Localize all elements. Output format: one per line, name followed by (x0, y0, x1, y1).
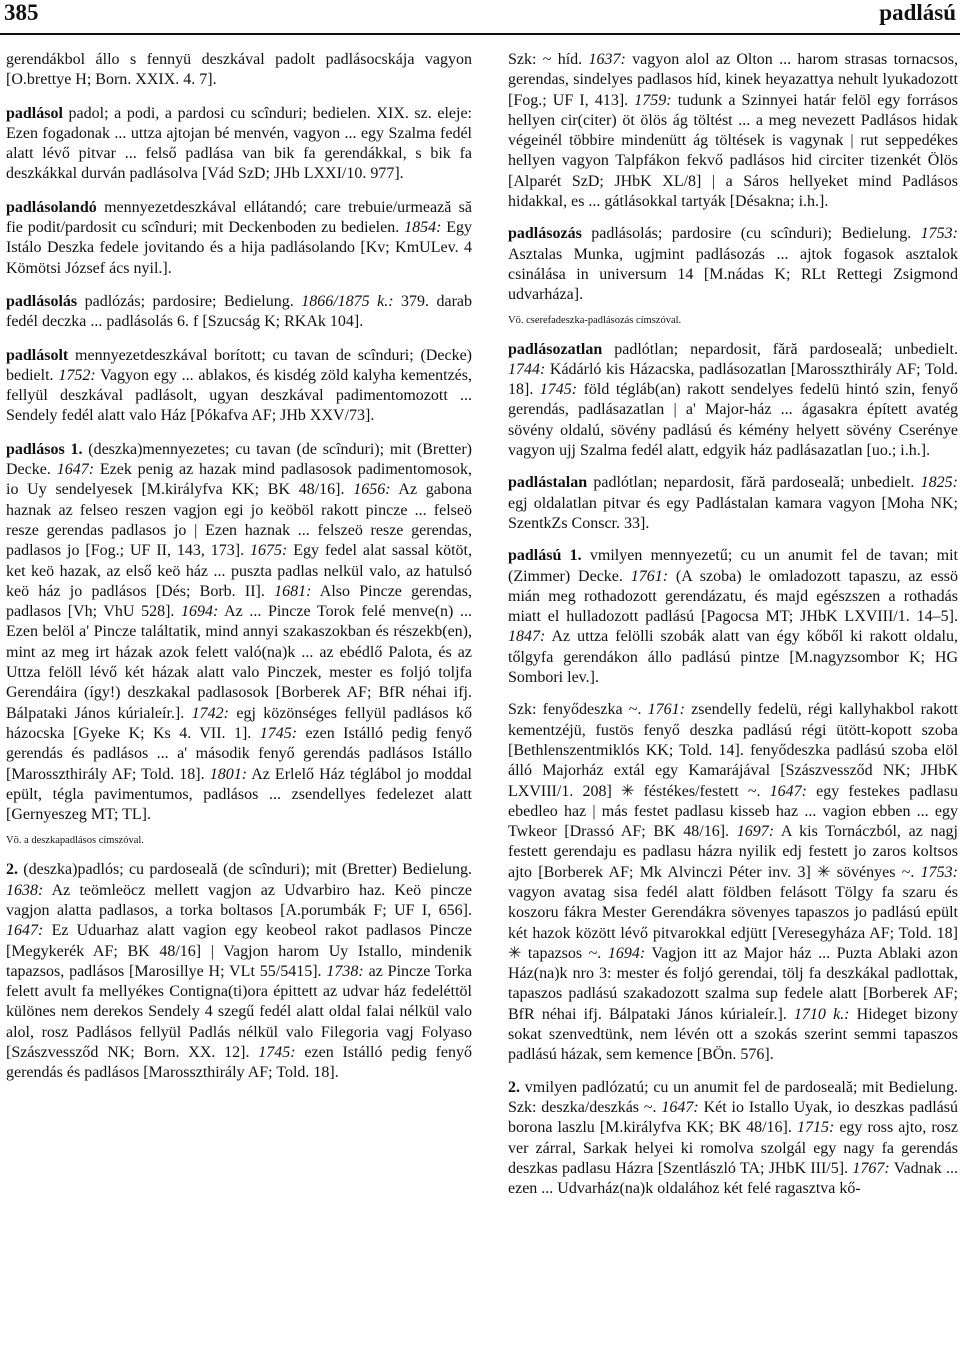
dictionary-entry (508, 546, 958, 688)
headword: padlásolt (6, 346, 69, 364)
running-head: padlású (879, 0, 956, 25)
headword: padlásolás (6, 292, 78, 310)
headword: padlású 1. (508, 547, 582, 565)
dictionary-entry (6, 198, 472, 279)
citation-year: 1745: (258, 1044, 296, 1062)
note-text: Vö. a deszkapadlásos címszóval. (6, 835, 144, 847)
citation-year: 1697: (736, 823, 775, 841)
left-column (6, 50, 472, 1097)
citation-year: 1694: (181, 603, 219, 621)
headword: 2. (508, 1078, 520, 1096)
citation-year: 1745: (539, 381, 578, 399)
citation-year: 1744: (508, 360, 546, 378)
entry-text: vmilyen padlózatú; cu un anumit fel de pardoseală; mit Bedielung. Szk: deszka/deszkás ~. 1647: Két io Istallo Uyak, io deszkas padlású borona laszlu [M.királyfva KK; BK 48/16]. 1715: egy ross ajto, rosz ver zárral, Sarkak helyei ki romolva szolgál egy nagy fa gerendás deszkas padlasu Házra [Szentlászló TA; JHbK III/5]. 1767: Vadnak ... ezen ... Udvarház(na)k oldalához két felé ragasztva kő- (508, 1078, 959, 1198)
citation-year: 1738: (326, 962, 364, 980)
dictionary-entry (508, 700, 958, 1065)
citation-year: 1715: (796, 1119, 835, 1137)
entry-text: (deszka)padlós; cu pardoseală (de scînduri); mit (Bretter) Bedielung. 1638: Az teömleöcz mellett vagjon az Udvarbiro haz. Keö pincze vagjon alatta padlasos, a torka boltasos [A.porumbák F; UF I, 656]. 1647: Ez Uduarhaz alatt vagion egy keobeol rakot padlasos Pincze [Megykerék AF; BK 48/16] | Vagjon harom Uy Istallo, mindenik tapazsos, padlásos [Marosillye H; VLt 55/5415]. 1738: az Pincze Torka felett avult fa mellyékes Contigna(ti)ora épittett az udvar ház fedeléttöl különes nem derekos Sendely 4 szegű fedél alatt oldal falai nélkül valo alol, rosz Padlásos fellyül Padlás nélkül valo Filegoria vagj Folyaso [Szászvessződ NK; Born. XX. 12]. 1745: ezen Istálló pedig fenyő gerendás és padlásos [Marosszthirály AF; Told. 18]. (6, 861, 473, 1082)
headword: padlásolandó (6, 198, 97, 216)
dictionary-entry (6, 860, 472, 1083)
tilde: ~ (628, 701, 638, 719)
entry-text: mennyezetdeszkával borított; cu tavan de scînduri; (Decke) bedielt. 1752: Vagyon egy ... ablakos, és kisdég zöld kalyha kementzés, fellyül deszkával padlásolt, ugyan deszkával padimentomozott ... Sendely fedél alatt valo Ház [Pókafva AF; JHb XXV/73]. (6, 346, 472, 425)
headword: padlásos 1. (6, 440, 83, 458)
citation-year: 1742: (191, 704, 229, 722)
headword: 2. (6, 861, 18, 879)
dictionary-entry (508, 50, 958, 212)
tilde: ~ (542, 51, 552, 68)
citation-year: 1681: (274, 582, 312, 600)
citation-year: 1847: (508, 628, 546, 646)
entry-text: padlásolás; pardosire (cu scînduri); Bedielung. 1753: Asztalas Munka, ugjmint padlásozás ... ajtok fogasok asztalok csinálása in universum 14 [M.nádas K; RLt Rettegi Zsigmond udvarháza]. (508, 225, 958, 304)
dictionary-entry (6, 292, 472, 333)
cross-reference-note (6, 834, 472, 848)
dictionary-entry (6, 346, 472, 427)
entry-text: padlótlan; nepardosit, fără pardoseală; unbedielt. 1744: Kádárló kis Házacska, padlásozatlan [Marosszthirály AF; Told. 18]. 1745: föld tégláb(an) rakott sendelyes fedelü hintó szin, fenyő gerendás, padlásazatlan | a' Major-ház ... ágasakra épített avatég sövény oldalú, sövény padlású és kémény helyett sövény Cserénye vagyon ujj Szalma fedél alatt, edgyik ház padlásazatlan [uo.; i.h.]. (508, 340, 959, 460)
citation-year: 1675: (250, 542, 288, 560)
citation-year: 1637: (588, 51, 626, 68)
dictionary-entry (6, 440, 472, 826)
citation-year: 1761: (630, 567, 669, 585)
citation-year: 1752: (58, 366, 96, 384)
citation-year: 1753: (920, 863, 958, 881)
entry-text: mennyezetdeszkával ellátandó; care trebuie/urmează să fie podit/pardosit cu scînduri; mit Deckenboden zu bedielen. 1854: Egy Istálo Deszka fedele jovitando és a hija padlásolando [Kv; KmULev. 4 Kömötsi József ács nyil.]. (6, 198, 472, 277)
entry-text: padol; a podi, a pardosi cu scînduri; bedielen. XIX. sz. eleje: Ezen fogadonak ... uttza ajtojan bé menvén, vagyon ... egy Szalma fedél alatt lévő pitvar ... felső padlása van bik fa gerendákkal, s bik fa deszkákkal durván padlásolva [Vád SzD; JHb LXXI/10. 977]. (6, 104, 472, 183)
entry-text: Szk: fenyődeszka ~. 1761: zsendelly fedelü, régi kallyhakbol rakott kementzéjü, fustös fenyő deszka padlású régi ütött-kopott szoba [Bethlenszentmiklós KK; Told. 14]. fenyődeszka padlású szoba elöl álló Majorház extál egy Kamarájával [Szászvessződ NK; JHbK LXVIII/1. 208] ✳ féstékes/festett ~. 1647: egy festekes padlasu ebedleo haz | más festet padlasu kisseb haz ... vagion ebben ... egy Twkeor [Drassó AF; BK 48/16]. 1697: A kis Tornáczból, az nagj festett gerendaju es padlasu házra nyilik edj festett jo zaros koltsos ajto [Borberek AF; Mk Alvinczi Péter inv. 3] ✳ sövényes ~. 1753: vagyon avatag sisa fedél alatt földben felásott Tölgy fa szaru és koszoru fákra Mester Gerendákra sövenyes tapaszos jo padlású epült két hazok között lévő pitvarokkal edjütt [Veresegyháza AF; Told. 18] ✳ tapazsos ~. 1694: Vagjon itt az Major ház ... Puzta Ablaki azon Ház(na)k nro 3: mester és foljó gerendai, tölj fa deszkákal padlottak, tapaszos padlású szakadozott szalma sup fedele alatt [Borberek AF; BfR néhai ifj. Bálpataki János kúrialeír.]. 1710 k.: Hideget bizony sokat szenvedtünk, nem lévén ott a szokás szerint semmi tapaszos padlású házak, sem kemence [BÖn. 576]. (508, 701, 959, 1064)
citation-year: 1647: (6, 922, 44, 940)
page-number: 385 (4, 0, 39, 25)
dictionary-entry (508, 340, 958, 462)
page-header (0, 0, 960, 40)
citation-year: 1759: (634, 91, 672, 109)
citation-year: 1866/1875 k.: (301, 292, 394, 310)
entry-text: padlótlan; nepardosit, fără pardoseală; unbedielt. 1825: egj oldalatlan pitvar és egy Padlástalan kamara vagyon [Moha NK; SzentkZs Conscr. 33]. (508, 474, 958, 532)
citation-year: 1656: (353, 481, 391, 499)
headword: padlásozás (508, 225, 582, 243)
entry-text: vmilyen mennyezetű; cu un anumit fel de tavan; mit (Zimmer) Decke. 1761: (A szoba) le omladozott tapaszu, az essö mián meg rothadozott gerendázatu, és majd egészszen a rothadás miatt el hulladozott padlású [Pagocsa MT; JHbK LXVIII/1. 14–5]. 1847: Az uttza felölli szobák alatt van égy kőből ki rakott oldalu, tőlgyfa gerendákon állo padlású pintze [M.nagyzsombor K; HG Sombori lev.]. (508, 547, 958, 687)
citation-year: 1710 k.: (793, 1005, 850, 1023)
header-rule (0, 33, 960, 35)
citation-year: 1761: (647, 701, 685, 719)
citation-year: 1767: (852, 1159, 890, 1177)
headword: padlásol (6, 104, 63, 122)
citation-year: 1638: (6, 881, 44, 899)
citation-year: 1753: (920, 225, 958, 243)
citation-year: 1745: (259, 724, 298, 742)
headword: padlástalan (508, 474, 588, 492)
dictionary-entry (6, 50, 472, 91)
cross-reference-note (508, 314, 958, 328)
entry-text: gerendákbol állo s fennyü deszkával padolt padlásocskája vagyon [O.brettye H; Born. XXIX. 4. 7]. (6, 51, 472, 89)
tilde: ~ (747, 782, 757, 800)
citation-year: 1647: (56, 461, 95, 479)
dictionary-entry (508, 473, 958, 534)
right-column (508, 50, 958, 1211)
entry-text: (deszka)mennyezetes; cu tavan (de scînduri); mit (Bretter) Decke. 1647: Ezek penig az hazak mind padlasosok padimentomosok, io Uy sendelyesek [M.királyfva KK; BK 48/16]. 1656: Az gabona haznak az felseo reszen vagjon egi jo keöböl rakott pincze ... felseö resze gerendas padlasos jo | Ezen haznak ... felszeö resze gerendas, padlasos jo [Fog.; UF II, 143, 173]. 1675: Egy fedel alat sassal kötöt, ket keö hazak, az első keö ház ... puszta padlas nelkül valo, az hatulsó keö ház jo padlásos [Dés; Borb. II]. 1681: Also Pincze gerendas, padlasos [Vh; VhU 528]. 1694: Az ... Pincze Torok felé menve(n) ... Ezen belöl a' Pincze találtatik, mind annyi szakaszokban és részekb(en), mint az meg irt házak azok felett való(na)k ... az ebédlő Palota, és az Uttza felöll lévő két házak alatt valo Pinczek, mester es foljó toljfa Gerendáira (így!) deszkakal padlasosok [Borberek AF; BfR néhai ifj. Bálpataki János kúrialeír.]. 1742: egj közönséges fellyül padlásos kő házocska [Gyeke K; Ks 4. VII. 1]. 1745: ezen Istálló pedig fenyő gerendás és padlásos ... a' második fenyő gerendás padlásos Istállo [Marosszthirály AF; Told. 18]. 1801: Az Erlelő Ház téglábol jo moddal epült, tégla pavimentumos, padlásos ... zsendellyes fedelezet alatt [Gernyeszeg MT; TL]. (6, 440, 473, 824)
citation-year: 1694: (607, 944, 646, 962)
entry-text: Szk: ~ híd. 1637: vagyon alol az Olton ... harom strasas tornacsos, gerendas, sindelyes padlasos híd, kinek heyazattya nehult lyukadozott [Fog.; UF I, 413]. 1759: tudunk a Szinnyei határ felöl egy forrásos hellyen cir(citer) öt ölös ág töltést ... a meg nevezett Padlásos hidak végeinél többire mindenütt ág töltések is vagynak | rut seppedékes hellyen vagyon Talpfákon fekvő padlásos hid circiter tizenkét Ölös [Alparét SzD; JHbK XL/8] | a Sáros hellyeket mind Padlásos hidakkal, es ... gátlásokkal tartyák [Désakna; i.h.]. (508, 51, 959, 211)
tilde: ~ (588, 944, 598, 962)
tilde: ~ (643, 1098, 653, 1116)
entry-text: padlózás; pardosire; Bedielung. 1866/1875 k.: 379. darab fedél deczka ... padlásolás 6. f [Szucság K; RKAk 104]. (6, 292, 472, 331)
citation-year: 1647: (661, 1098, 699, 1116)
dictionary-entry (508, 1078, 958, 1200)
dictionary-entry (508, 224, 958, 305)
headword: padlásozatlan (508, 340, 603, 358)
dictionary-entry (6, 104, 472, 185)
citation-year: 1647: (769, 782, 807, 800)
citation-year: 1825: (920, 474, 958, 492)
citation-year: 1854: (404, 219, 442, 237)
note-text: Vö. cserefadeszka-padlásozás címszóval. (508, 314, 682, 326)
tilde: ~ (901, 863, 911, 881)
citation-year: 1801: (209, 765, 248, 783)
